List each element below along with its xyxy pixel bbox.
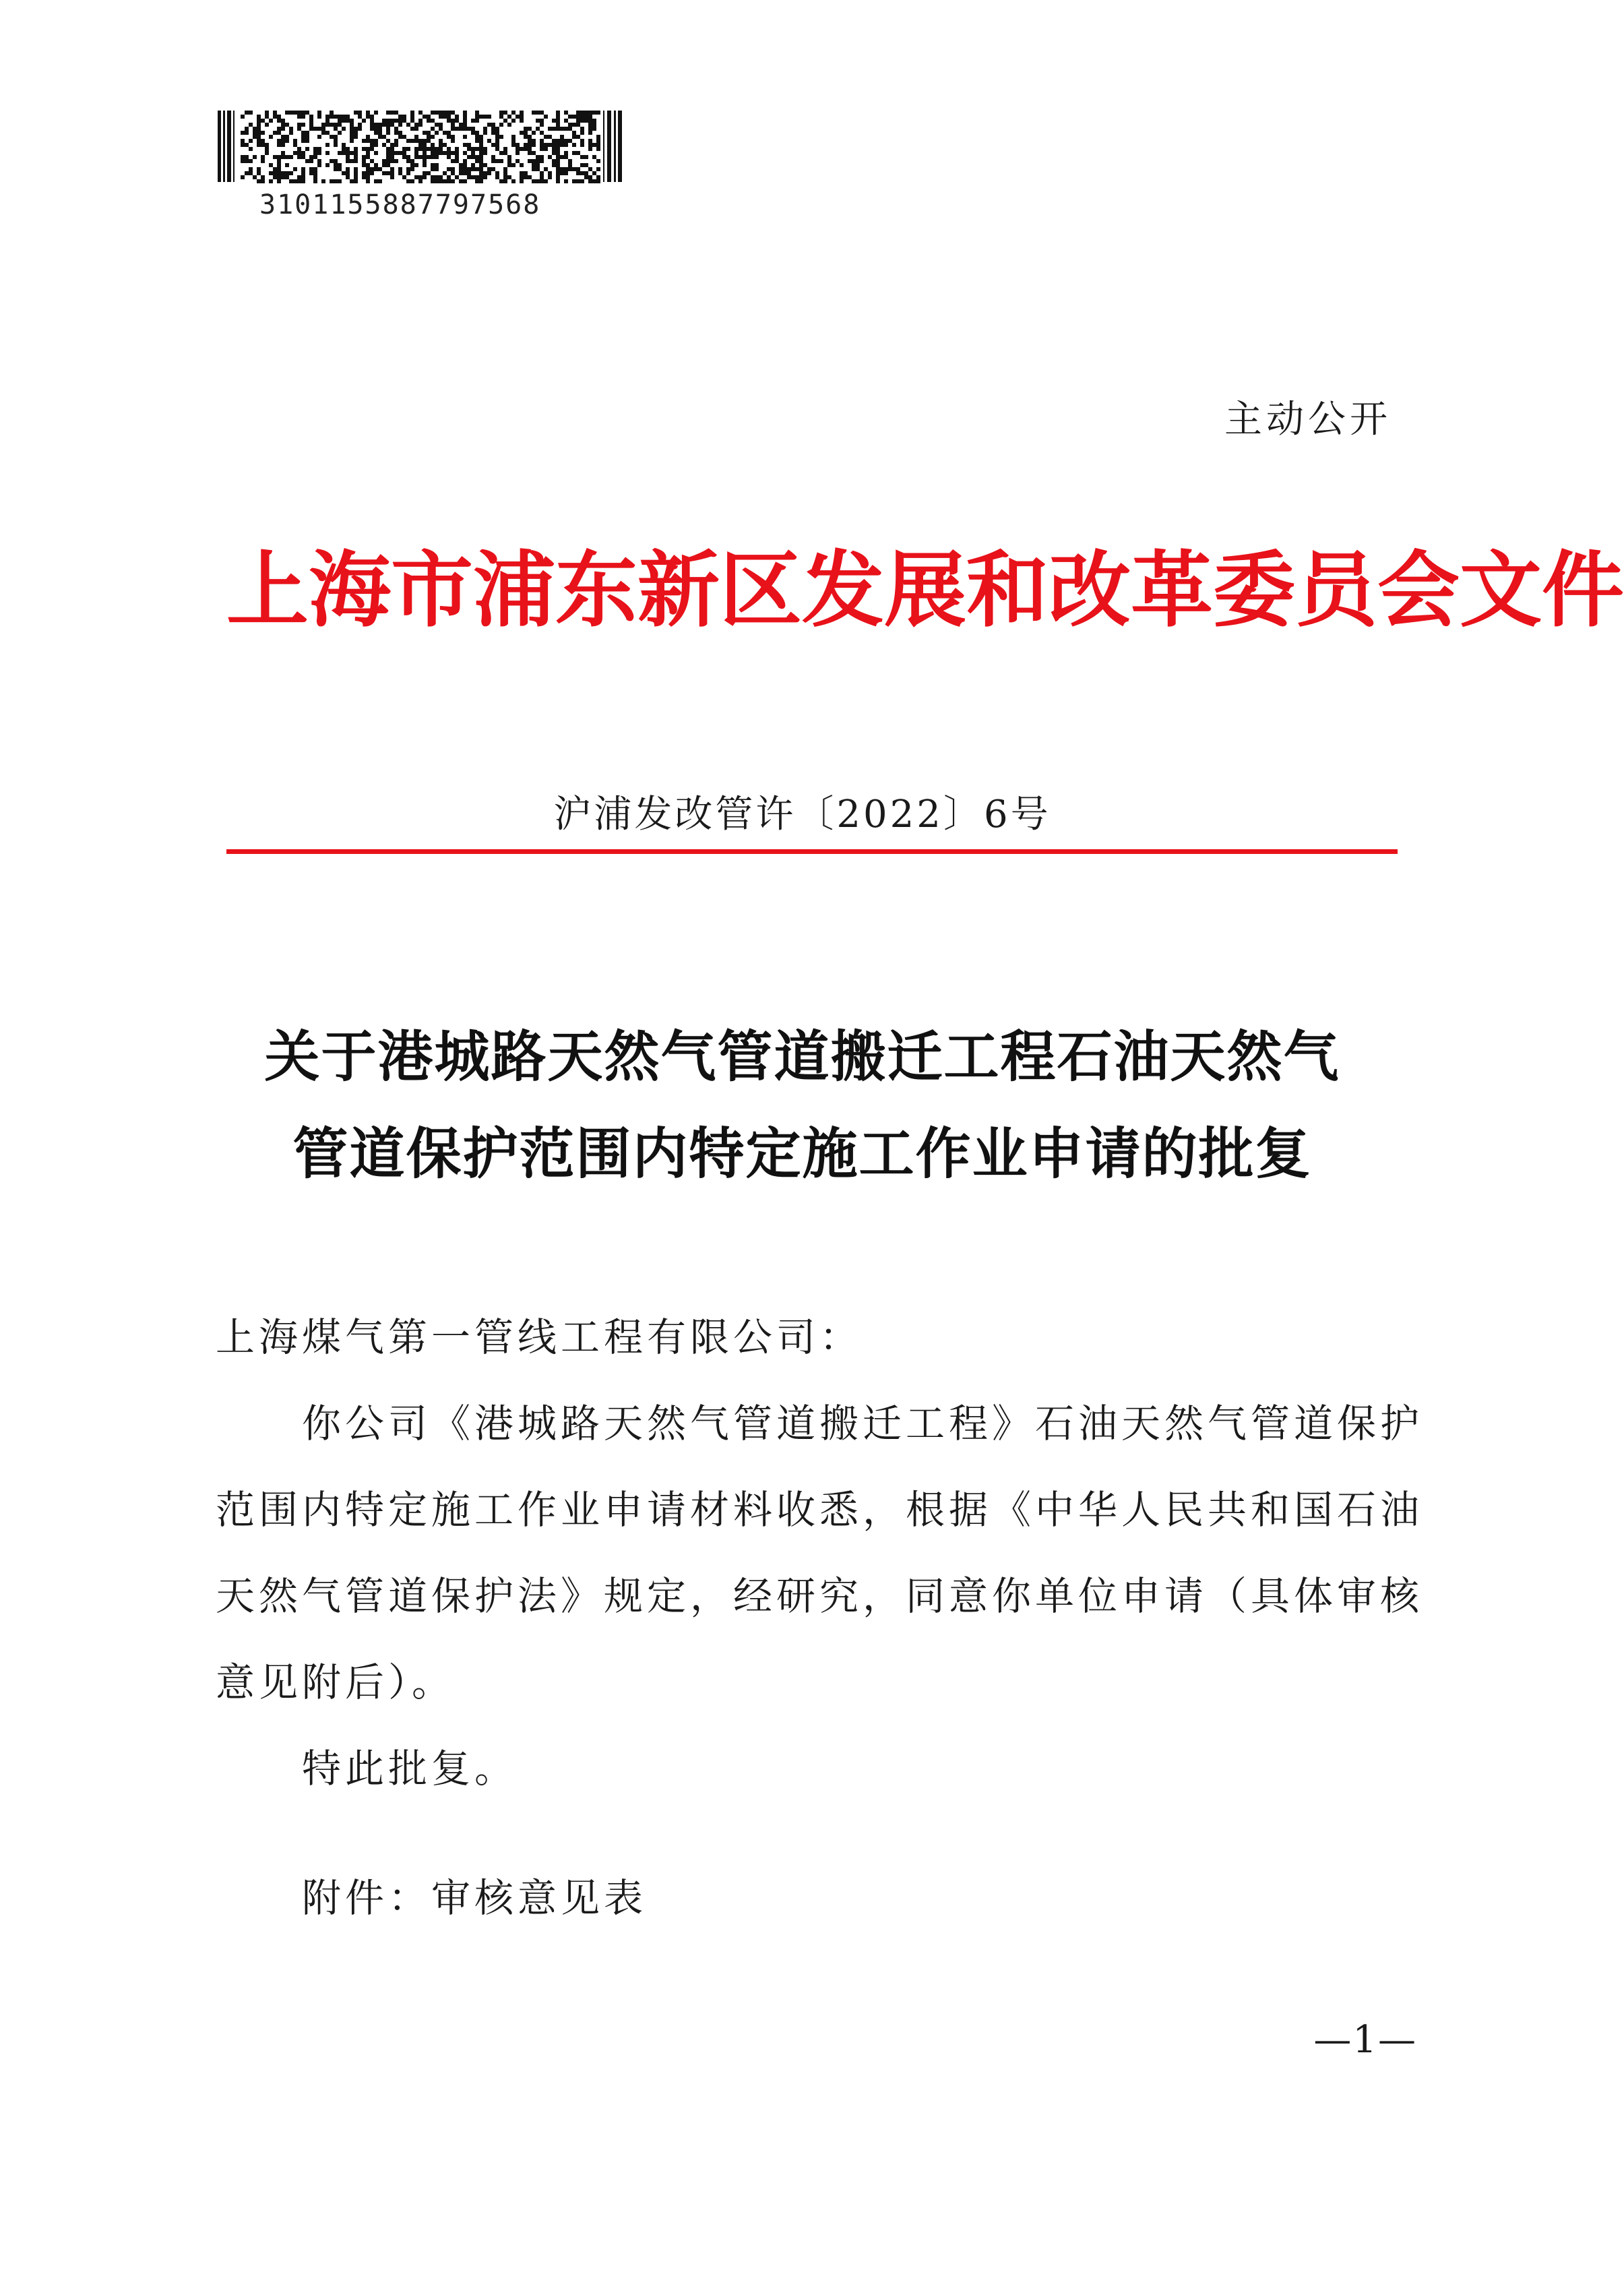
agency-title-char: 件	[1542, 541, 1624, 638]
document-title-line-2: 管道保护范围内特定施工作业申请的批复	[292, 1122, 1312, 1186]
page-number: —1—	[1313, 2018, 1417, 2062]
paragraph-line: 你公司《港城路天然气管道搬迁工程》石油天然气管道保护	[302, 1401, 1424, 1446]
agency-title-char: 浦	[473, 541, 555, 638]
document-title	[202, 1008, 1402, 1202]
agency-title-char: 上	[226, 541, 309, 638]
agency-title-char: 新	[637, 541, 720, 638]
agency-title-char: 改	[1049, 541, 1131, 638]
red-divider-line	[226, 849, 1398, 854]
agency-title-char: 市	[391, 541, 473, 638]
barcode-image	[218, 111, 622, 182]
agency-title-char: 员	[1295, 541, 1377, 638]
attachment-note: 附件：审核意见表	[302, 1875, 648, 1921]
agency-title-char: 和	[966, 541, 1049, 638]
document-number: 沪浦发改管许〔2022〕6号	[553, 793, 1051, 836]
agency-title-char: 东	[555, 541, 637, 638]
salutation: 上海煤气第一管线工程有限公司：	[216, 1314, 863, 1360]
paragraph-line: 天然气管道保护法》规定，经研究，同意你单位申请（具体审核	[216, 1573, 1424, 1619]
barcode-number: 3101155887797568	[259, 189, 541, 220]
closing-text: 特此批复。	[302, 1746, 518, 1791]
agency-title-char: 区	[720, 541, 802, 638]
agency-title-char: 海	[309, 541, 391, 638]
agency-title-char: 会	[1377, 541, 1460, 638]
agency-title	[226, 539, 1624, 640]
agency-title-char: 文	[1460, 541, 1542, 638]
agency-title-char: 革	[1131, 541, 1213, 638]
document-title-line-1: 关于港城路天然气管道搬迁工程石油天然气	[264, 1024, 1340, 1089]
disclosure-label: 主动公开	[1224, 398, 1392, 441]
paragraph-line: 范围内特定施工作业申请材料收悉，根据《中华人民共和国石油	[216, 1487, 1424, 1533]
main-paragraph	[216, 1380, 1424, 1725]
agency-title-char: 展	[884, 541, 966, 638]
paragraph-line: 意见附后）。	[216, 1659, 456, 1705]
agency-title-char: 发	[802, 541, 884, 638]
agency-title-char: 委	[1213, 541, 1295, 638]
